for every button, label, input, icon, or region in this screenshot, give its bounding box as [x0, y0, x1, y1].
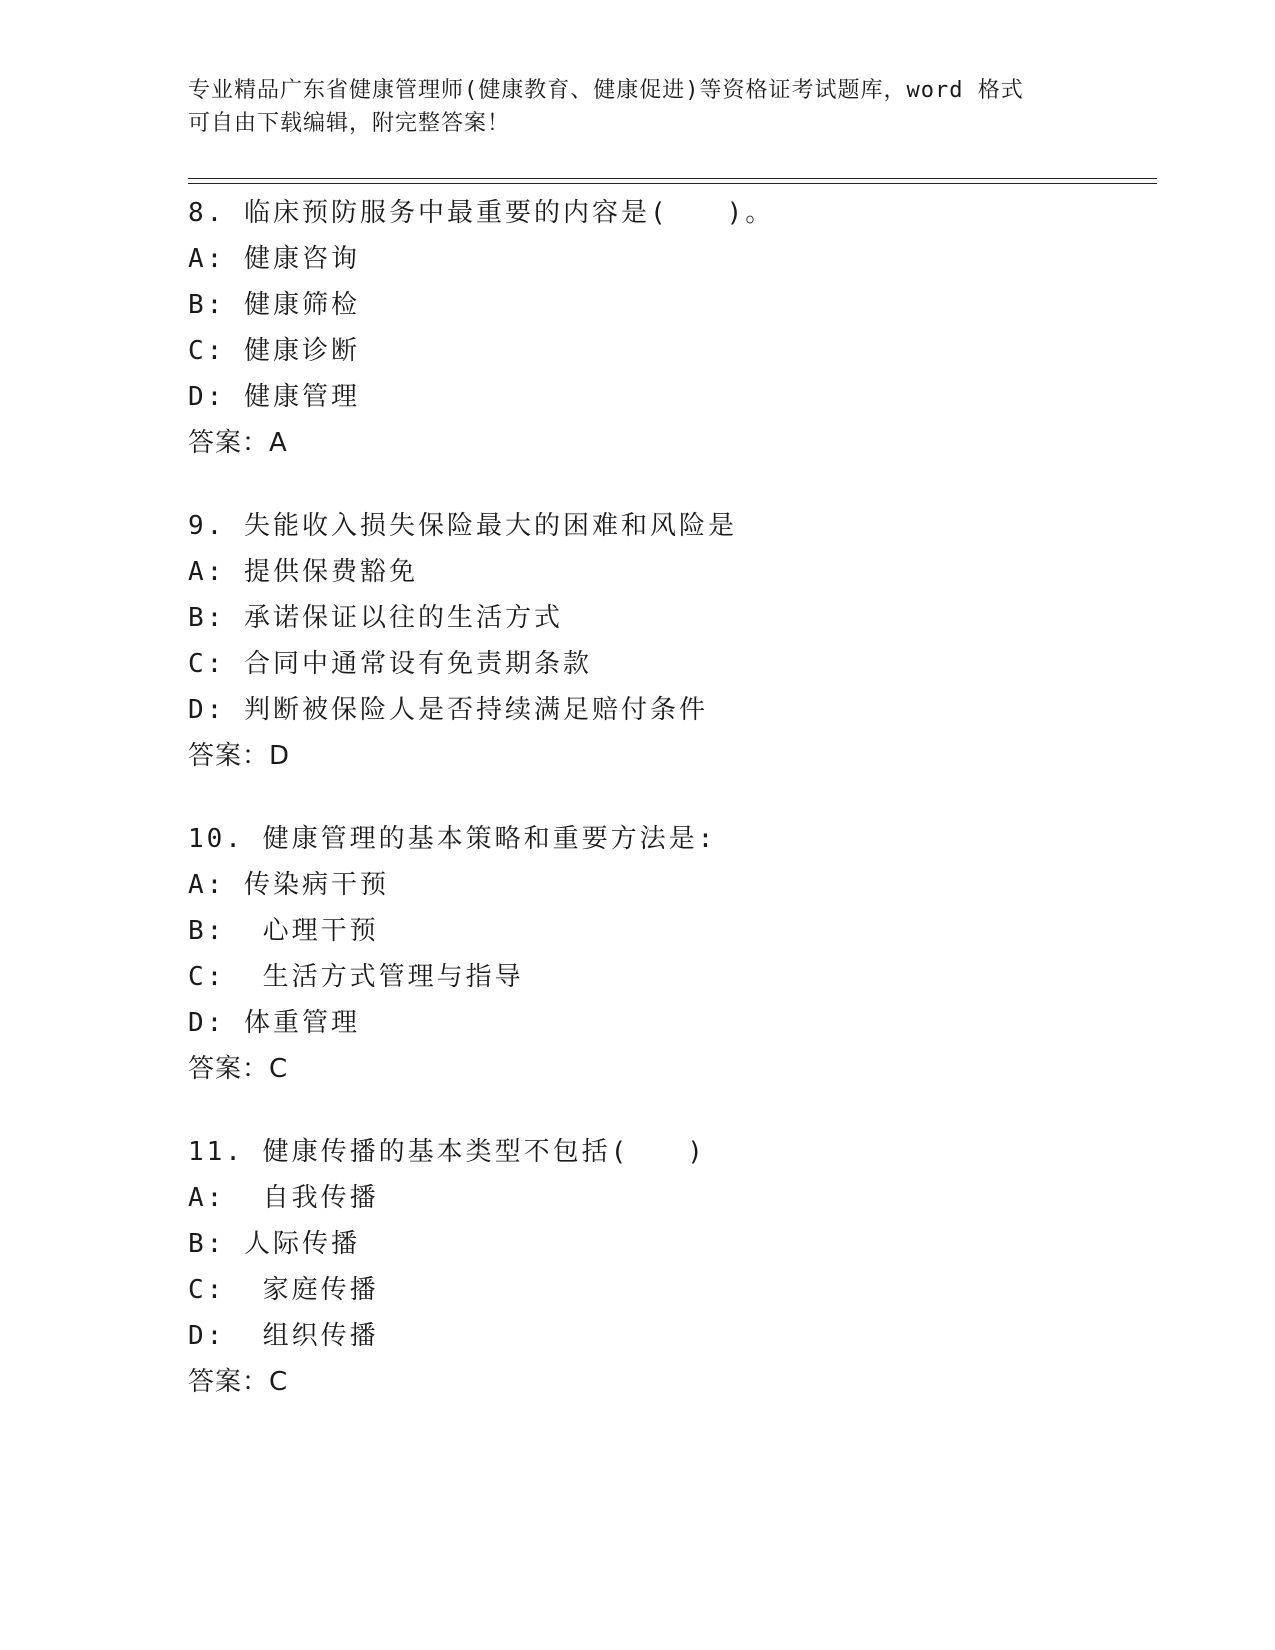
- option-d: D: 健康管理: [188, 382, 360, 412]
- header-line-2: 可自由下载编辑，附完整答案！: [188, 111, 511, 136]
- option-b: B: 人际传播: [188, 1229, 360, 1259]
- header-divider-bottom: [188, 183, 1157, 184]
- option-b: B: 健康筛检: [188, 290, 360, 320]
- option-c: C: 家庭传播: [188, 1275, 379, 1305]
- option-a: A: 传染病干预: [188, 870, 389, 900]
- question-11: [188, 1129, 1148, 1405]
- header-divider-top: [188, 178, 1157, 179]
- question-stem: 9. 失能收入损失保险最大的困难和风险是: [188, 511, 737, 541]
- option-a: A: 自我传播: [188, 1183, 379, 1213]
- option-d: D: 判断被保险人是否持续满足赔付条件: [188, 695, 708, 725]
- question-stem: 8. 临床预防服务中最重要的内容是( )。: [188, 198, 775, 228]
- question-10: [188, 816, 1148, 1092]
- option-b: B: 心理干预: [188, 916, 379, 946]
- option-a: A: 提供保费豁免: [188, 557, 418, 587]
- document-header: [188, 74, 1088, 140]
- question-9: [188, 503, 1148, 779]
- option-c: C: 健康诊断: [188, 336, 360, 366]
- answer: 答案：A: [188, 428, 288, 458]
- option-b: B: 承诺保证以往的生活方式: [188, 603, 563, 633]
- question-list: [188, 190, 1148, 1442]
- answer: 答案：C: [188, 1367, 289, 1397]
- option-d: D: 体重管理: [188, 1008, 360, 1038]
- question-stem: 11. 健康传播的基本类型不包括( ): [188, 1137, 706, 1167]
- option-c: C: 合同中通常设有免责期条款: [188, 649, 592, 679]
- option-d: D: 组织传播: [188, 1321, 379, 1351]
- question-8: [188, 190, 1148, 466]
- answer: 答案：D: [188, 741, 291, 771]
- option-a: A: 健康咨询: [188, 244, 360, 274]
- question-stem: 10. 健康管理的基本策略和重要方法是:: [188, 824, 717, 854]
- header-line-1: 专业精品广东省健康管理师(健康教育、健康促进)等资格证考试题库，word 格式: [188, 78, 1024, 103]
- option-c: C: 生活方式管理与指导: [188, 962, 524, 992]
- answer: 答案：C: [188, 1054, 289, 1084]
